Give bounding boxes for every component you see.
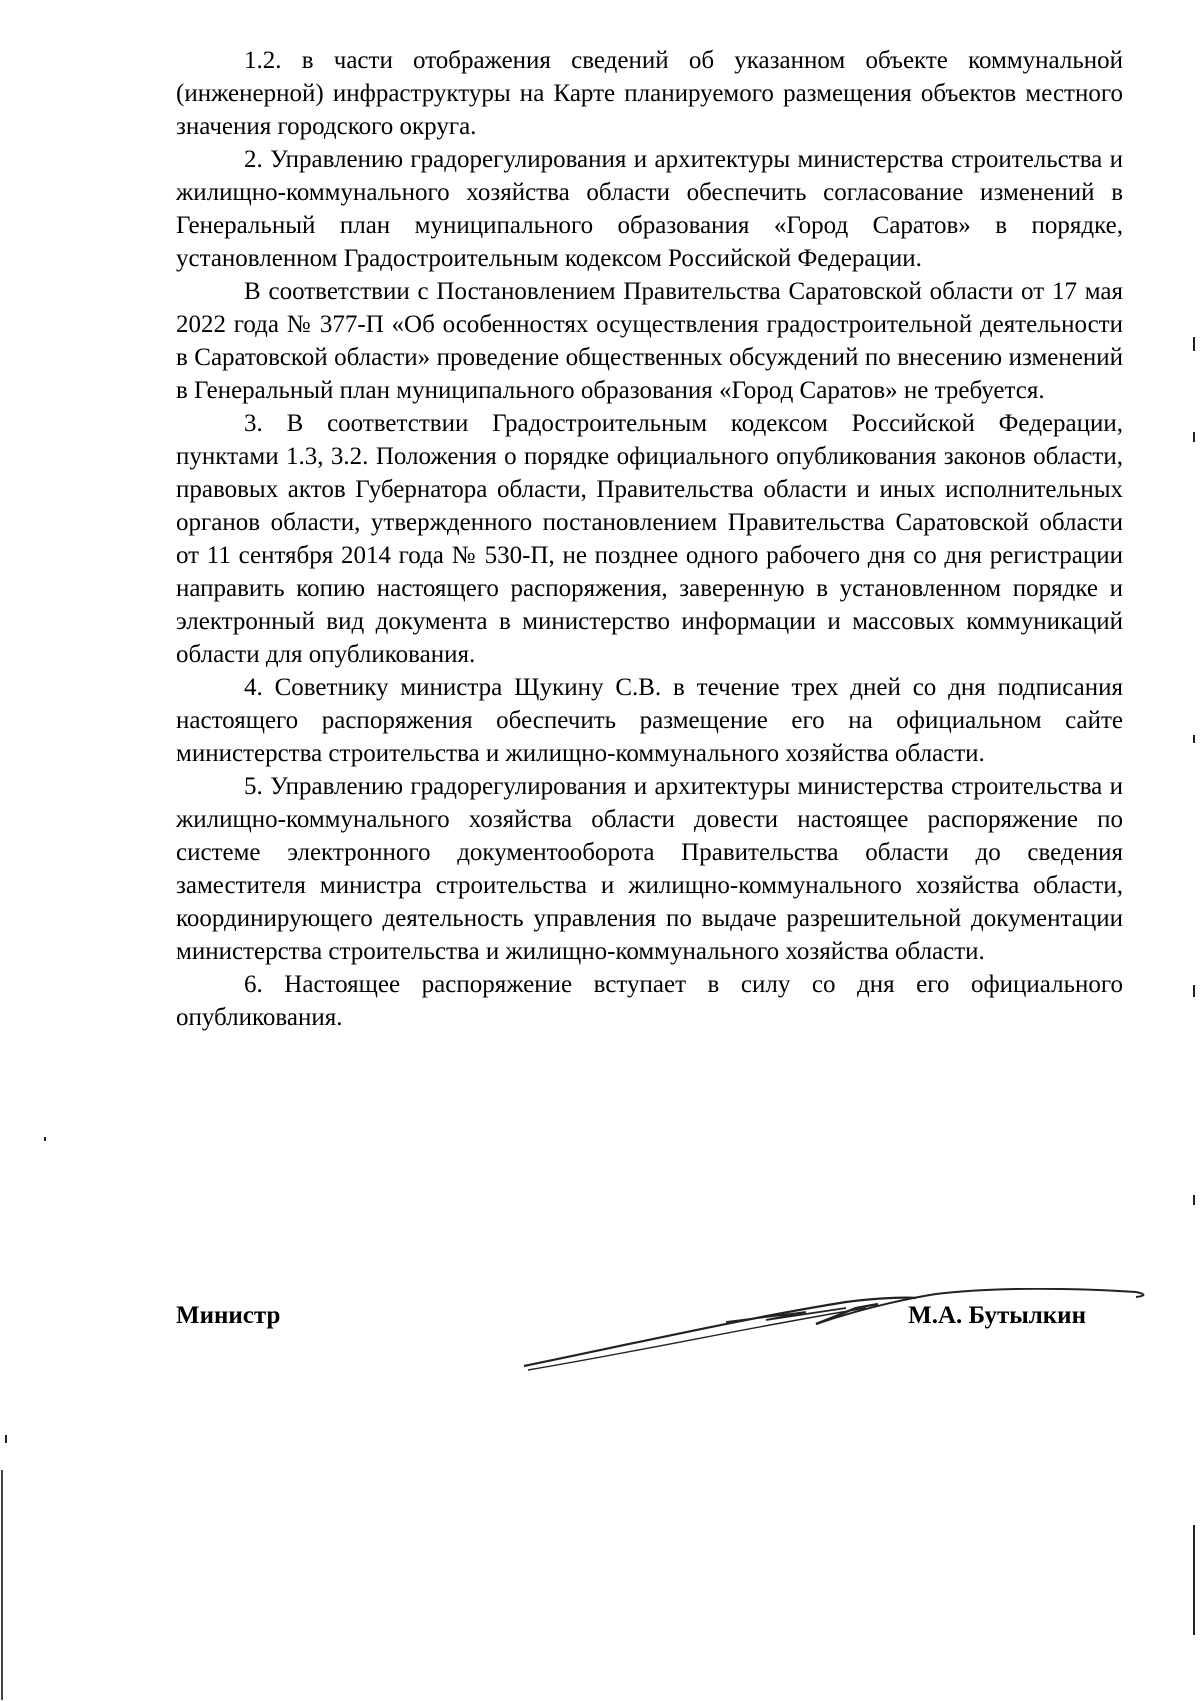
paragraph-6: 6. Настоящее распоряжение вступает в силу со дня его официального опубликования. <box>176 971 1123 1031</box>
signer-title: Министр <box>176 1302 281 1329</box>
paragraph-2: 2. Управлению градорегулирования и архитектуры министерства строительства и жилищно-коммунального хозяйства области обеспечить согласование изменений в Генеральный план муниципального образования «Город Саратов» в порядке, установленном Градостроительным кодексом Российской Федерации. <box>176 146 1123 272</box>
scan-artifact <box>44 1137 46 1141</box>
paragraph-5: 5. Управлению градорегулирования и архитектуры министерства строительства и жилищно-коммунального хозяйства области довести настоящее распоряжение по системе электронного документооборота Правительства области до сведения заместителя министра строительства и жилищно-коммунального хозяйства области, координирующего деятельность управления по выдаче разрешительной документации министерства строительства и жилищно-коммунального хозяйства области. <box>176 773 1123 965</box>
scan-artifact <box>1193 1195 1195 1205</box>
scan-artifact <box>5 1435 7 1443</box>
scan-artifact <box>1 1470 3 1700</box>
paragraph-4: 4. Советнику министра Щукину С.В. в течение трех дней со дня подписания настоящего распоряжения обеспечить размещение его на официальном сайте министерства строительства и жилищно-коммунального хозяйства области. <box>176 674 1123 767</box>
scan-artifact <box>1193 337 1195 351</box>
document-body <box>176 44 1123 1034</box>
scan-artifact <box>1193 1525 1195 1635</box>
paragraph-3: 3. В соответствии Градостроительным кодексом Российской Федерации, пунктами 1.3, 3.2. Положения о порядке официального опубликования законов области, правовых актов Губернатора области, Правительства области и иных исполнительных органов области, утвержденного постановлением Правительства Саратовской области от 11 сентября 2014 года № 530-П, не позднее одного рабочего дня со дня регистрации направить копию настоящего распоряжения, заверенную в установленном порядке и электронный вид документа в министерство информации и массовых коммуникаций области для опубликования. <box>176 410 1123 668</box>
signer-name: М.А. Бутылкин <box>908 1302 1086 1329</box>
paragraph-1-2: 1.2. в части отображения сведений об указанном объекте коммунальной (инженерной) инфраструктуры на Карте планируемого размещения объектов местного значения городского округа. <box>176 47 1123 140</box>
signature-block <box>176 1300 1086 1380</box>
scan-artifact <box>1193 985 1195 997</box>
paragraph-note: В соответствии с Постановлением Правительства Саратовской области от 17 мая 2022 года № 377-П «Об особенностях осуществления градостроительной деятельности в Саратовской области» проведение общественных обсуждений по внесению изменений в Генеральный план муниципального образования «Город Саратов» не требуется. <box>176 278 1123 404</box>
scan-artifact <box>1193 432 1195 442</box>
scan-artifact <box>1193 735 1195 743</box>
